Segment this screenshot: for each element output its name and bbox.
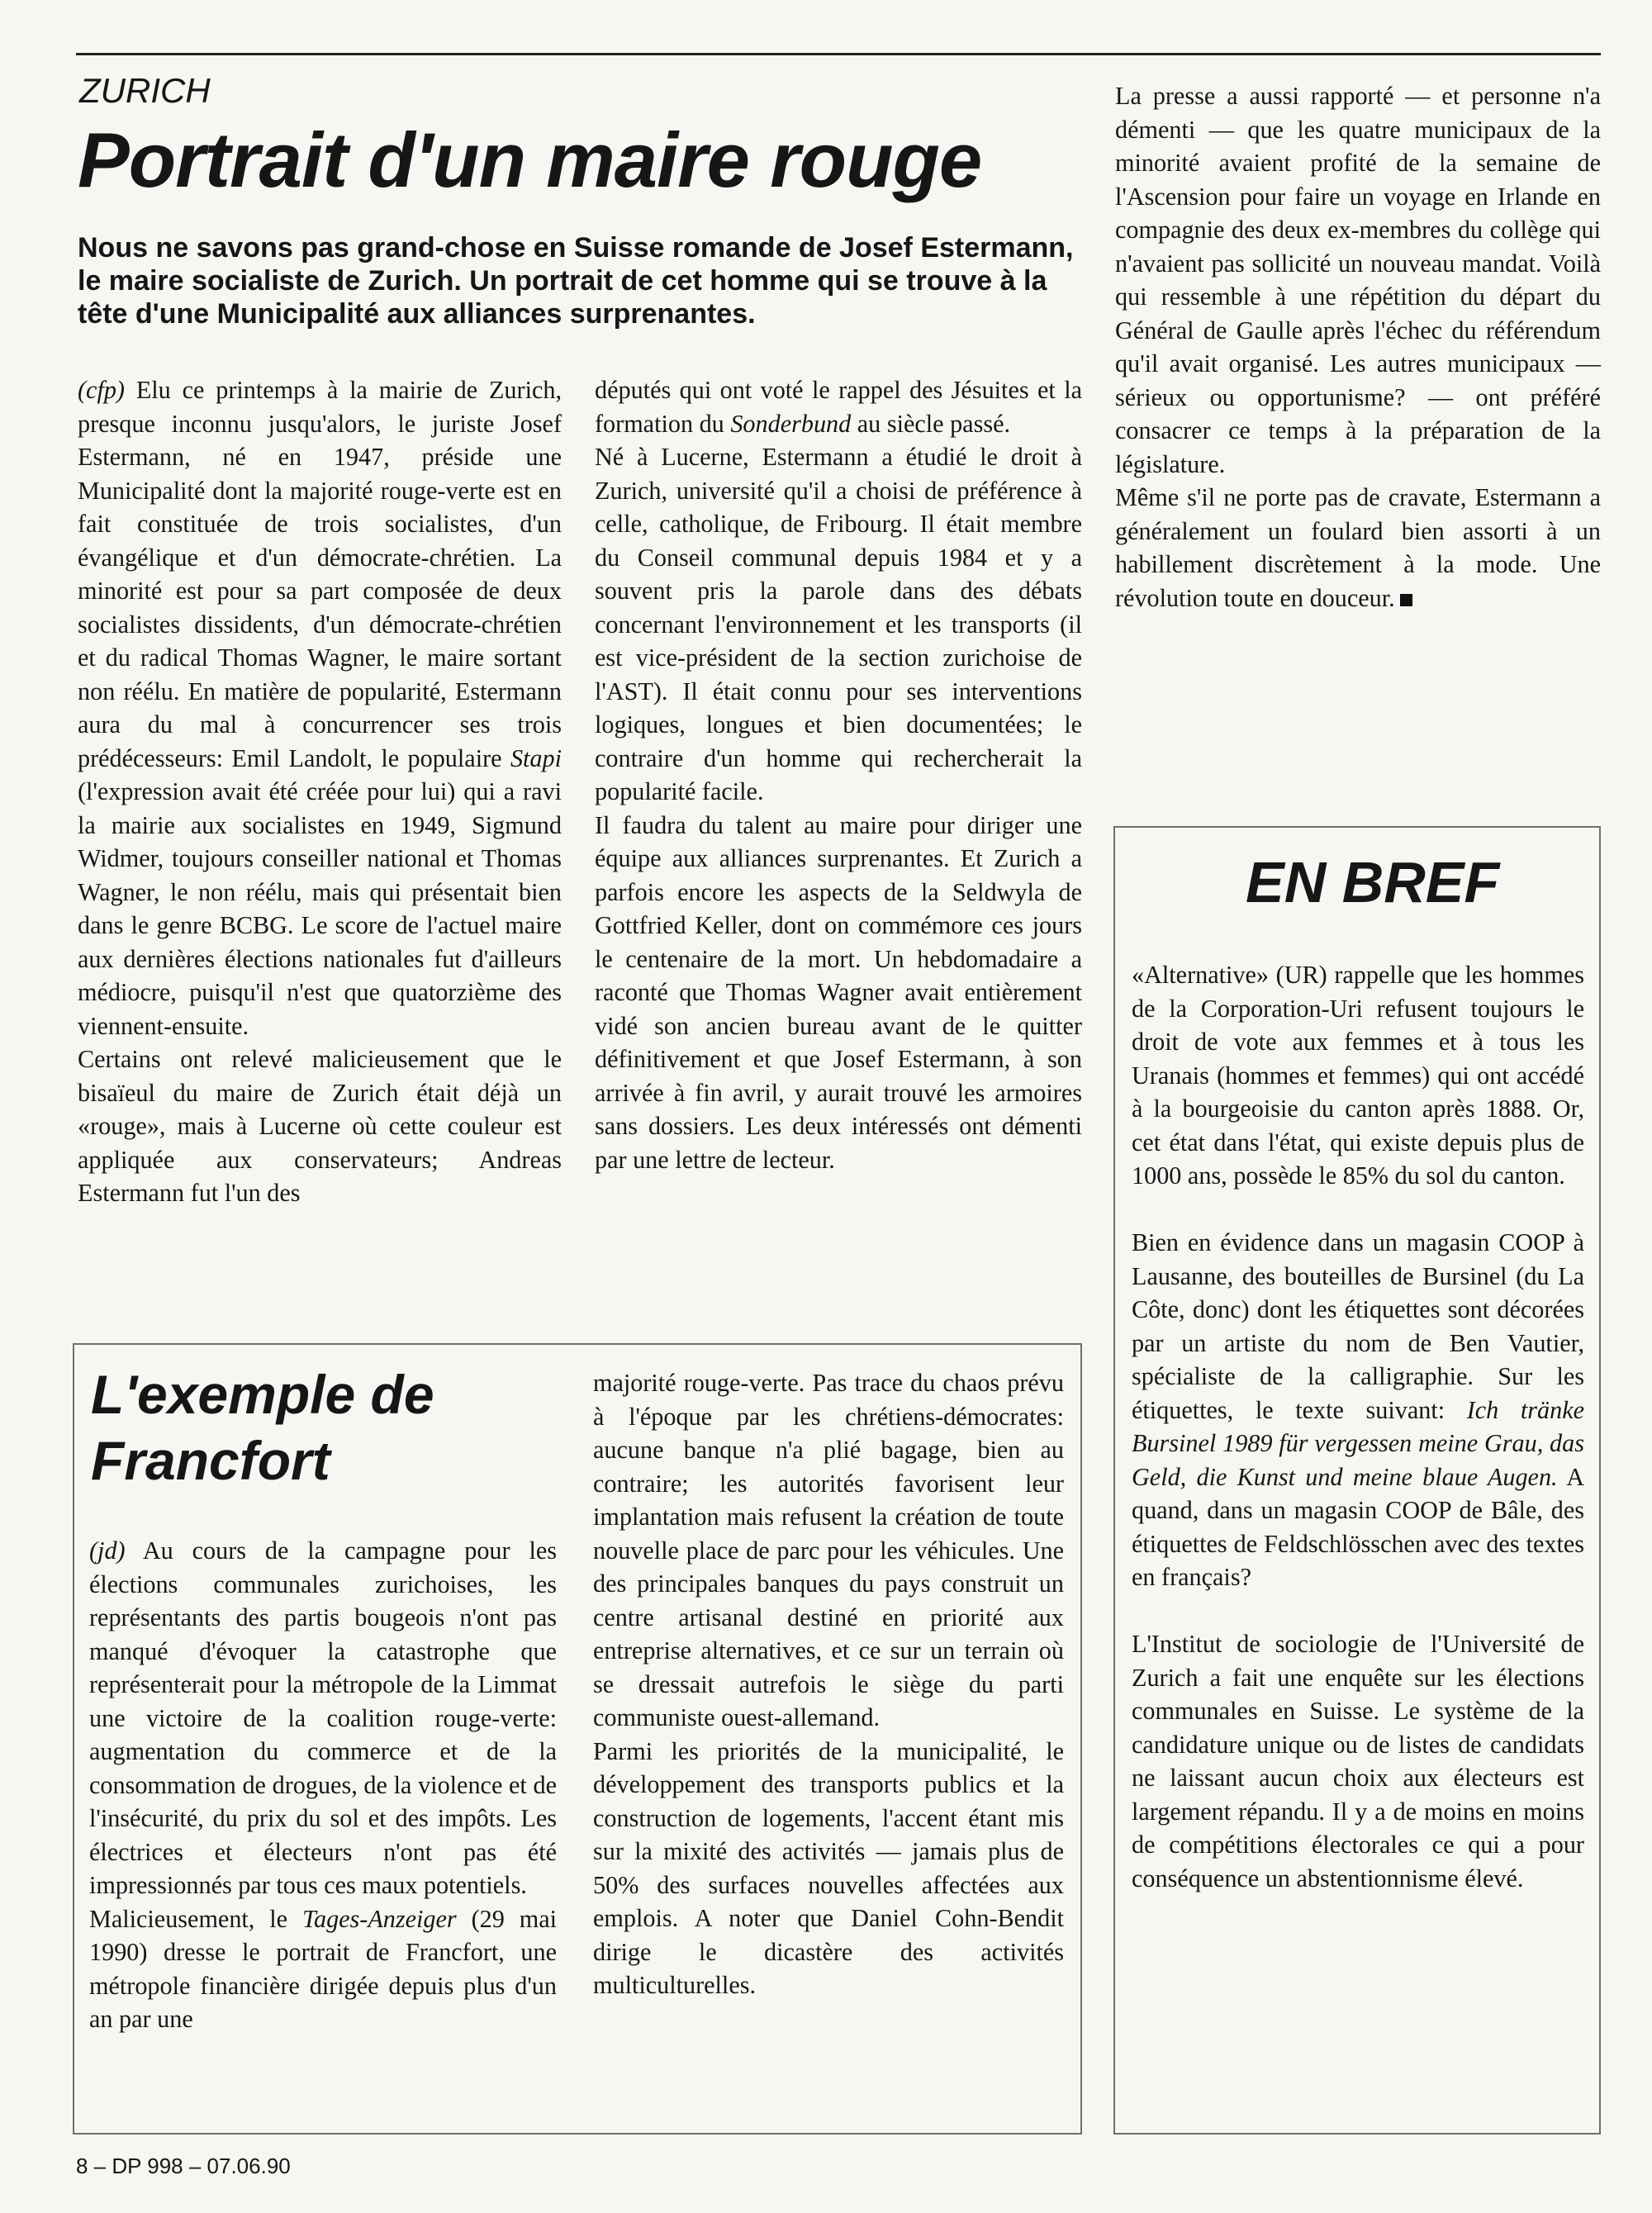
sidebar-paragraph: Parmi les priorités de la municipalité, le développement des transports publics et la construction de logements, l'accent étant mis sur la mixité des activités — jamais plus de 50% des surfaces nouvelles affectées aux emplois. A noter que Daniel Cohn-Bendit dirige le dicastère des activités multiculturelles. [593,1736,1064,1999]
en-bref-items [1132,958,1584,1929]
sidebar-paragraph: majorité rouge-verte. Pas trace du chaos prévu à l'époque par les chrétiens-démocrates: aucune banque n'a plié bagage, bien au contraire; les autorités favorisent leur implantation mais refusent la création de toute nouvelle place de parc pour les véhicules. Une des principales banques du pays construit un centre artisanal destiné en priorité aux entreprise alternatives, et ce sur un terrain où se dressait autrefois le siège du parti communiste ouest-allemand. [593,1369,1064,1731]
en-bref-title: EN BREF [1246,850,1500,914]
page-folio: 8 – DP 998 – 07.06.90 [76,2154,291,2178]
article-headline: Portrait d'un maire rouge [78,116,982,203]
sidebar-paragraph: Malicieusement, le Tages-Anzeiger (29 mai 1990) dresse le portrait de Francfort, une métropole financière dirigée depuis plus d'un an par une [89,1904,557,2033]
article-kicker: ZURICH [79,71,211,110]
article-paragraph: Certains ont relevé malicieusement que le bisaïeul du maire de Zurich était déjà un «rouge», mais à Lucerne où cette couleur est appliquée aux conservateurs; Andreas Estermann fut l'un des [78,1045,562,1207]
sidebar-francfort-column-1 [89,1534,557,2036]
article-paragraph: (cfp) Elu ce printemps à la mairie de Zurich, presque inconnu jusqu'alors, le juriste Josef Estermann, né en 1947, préside une Municipalité dont la majorité rouge-verte est en fait constituée de trois socialistes, d'un évangélique et d'un démocrate-chrétien. La minorité est pour sa part composée de deux socialistes dissidents, d'un démocrate-chrétien et du radical Thomas Wagner, le maire sortant non réélu. En matière de popularité, Estermann aura du mal à concurrencer ses trois prédécesseurs: Emil Landolt, le populaire Stapi (l'expression avait été créée pour lui) qui a ravi la mairie aux socialistes en 1949, Sigmund Widmer, toujours conseiller national et Thomas Wagner, le non réélu, mais qui présentait bien dans le genre BCBG. Le score de l'actuel maire aux dernières élections nationales fut d'ailleurs médiocre, puisqu'il n'est que quatorzième des viennent-ensuite. [78,376,562,1040]
stapi-term: Stapi [510,743,562,772]
author-tag: (jd) [89,1536,126,1565]
label-quote: Ich tränke Bursinel 1989 für vergessen meine Grau, das Geld, die Kunst und meine blaue Augen. [1132,1395,1584,1491]
sidebar-francfort-title: L'exemple de Francfort [91,1364,434,1491]
article-paragraph: La presse a aussi rapporté — et personne n'a démenti — que les quatre municipaux de la minorité avaient profité de la semaine de l'Ascension pour faire un voyage en Irlande en compagnie des deux ex-membres du collège qui n'avaient pas sollicité un nouveau mandat. Voilà qui ressemble à une répétition du départ du Général de Gaulle après l'échec du référendum qu'il avait organisé. Les autres municipaux — sérieux ou opportunisme? — ont préféré consacrer ce temps à la préparation de la législature. [1115,82,1601,478]
article-column-2 [595,373,1082,1176]
sidebar-francfort-column-2 [593,1366,1064,2002]
article-lead: Nous ne savons pas grand-chose en Suisse romande de Josef Estermann, le maire socialiste de Zurich. Un portrait de cet homme qui se trouve à la tête d'une Municipalité aux alliances surprenantes. [78,232,1074,330]
en-bref-item: Bien en évidence dans un magasin COOP à Lausanne, des bouteilles de Bursinel (du La Côte, donc) dont les étiquettes sont décorées par un artiste du nom de Ben Vautier, spécialiste de la calligraphie. Sur les étiquettes, le texte suivant: Ich tränke Bursinel 1989 für vergessen meine Grau, das Geld, die Kunst und meine blaue Augen. A quand, dans un magasin COOP de Bâle, des étiquettes de Feldschlösschen avec des textes en français? [1132,1228,1584,1591]
top-rule [76,53,1601,55]
article-column-3 [1115,79,1601,615]
article-paragraph: Né à Lucerne, Estermann a étudié le droit à Zurich, université qu'il a choisi de préférence à celle, catholique, de Fribourg. Il était membre du Conseil communal depuis 1984 et y a souvent pris la parole dans des débats concernant l'environnement et les transports (il est vice-président de la section zurichoise de l'AST). Il était connu pour ses interventions logiques, longues et bien documentées; le contraire d'un homme qui rechercherait la popularité facile. [595,443,1082,805]
en-bref-item: «Alternative» (UR) rappelle que les hommes de la Corporation-Uri refusent toujours le droit de vote aux femmes et à tous les Uranais (hommes et femmes) qui ont accédé à la bourgeoisie du canton après 1888. Or, cet état dans l'état, qui existe depuis plus de 1000 ans, possède le 85% du sol du canton. [1132,961,1584,1190]
end-mark-icon [1400,594,1412,606]
article-paragraph: Il faudra du talent au maire pour diriger une équipe aux alliances surprenantes. Et Zurich a parfois encore les aspects de la Seldwyla de Gottfried Keller, dont on commémore ces jours le centenaire de la mort. Un hebdomadaire a raconté que Thomas Wagner avait entièrement vidé son ancien bureau avant de le quitter définitivement et que Josef Estermann, à son arrivée à fin avril, y aurait trouvé les armoires sans dossiers. Les deux intéressés ont démenti par une lettre de lecteur. [595,810,1082,1174]
en-bref-item: L'Institut de sociologie de l'Université de Zurich a fait une enquête sur les élections communales en Suisse. Le système de la candidature unique ou de listes de candidats ne laissant aucun choix aux électeurs est largement répandu. Il y a de moins en moins de compétitions électorales ce qui a pour conséquence un abstentionnisme élevé. [1132,1630,1584,1892]
article-paragraph: Même s'il ne porte pas de cravate, Estermann a généralement un foulard bien assorti à un habillement discrètement à la mode. Une révolution toute en douceur. [1115,483,1601,612]
article-paragraph: députés qui ont voté le rappel des Jésuites et la formation du Sonderbund au siècle passé. [595,376,1082,438]
newspaper-name: Tages-Anzeiger [301,1904,457,1933]
sidebar-paragraph: (jd) Au cours de la campagne pour les élections communales zurichoises, les représentants des partis bougeois n'ont pas manqué d'évoquer la catastrophe que représenterait pour la métropole de la Limmat une victoire de la coalition rouge-verte: augmentation du commerce et de la consommation de drogues, de la violence et de l'insécurité, du prix du sol et des impôts. Les électrices et électeurs n'ont pas été impressionnés par tous ces maux potentiels. [89,1536,557,1899]
author-tag: (cfp) [78,376,125,404]
sonderbund-term: Sonderbund [730,409,852,438]
article-column-1 [78,373,562,1210]
